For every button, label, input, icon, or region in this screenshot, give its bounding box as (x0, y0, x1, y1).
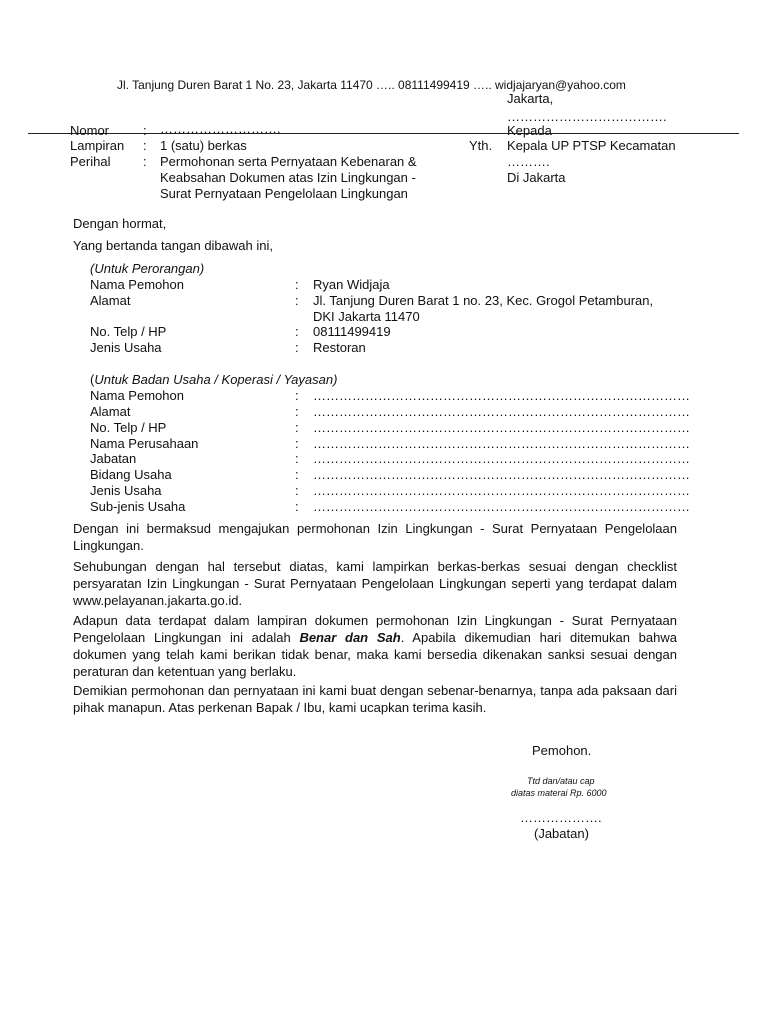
perorangan-title: (Untuk Perorangan) (90, 261, 205, 276)
field-separator: : (295, 404, 299, 419)
signature-note-line-2: diatas materai Rp. 6000 (511, 788, 607, 798)
field-separator: : (295, 277, 299, 292)
field-separator: : (295, 324, 299, 339)
perihal-separator: : (143, 154, 147, 169)
field-blank-dots: …………………………………………………………………………… (313, 451, 690, 466)
kepada-label: Kepada (507, 123, 552, 138)
nomor-value: ………………………. (160, 121, 281, 136)
field-label: Alamat (90, 404, 131, 419)
field-label: Alamat (90, 293, 131, 308)
field-value: 08111499419 (313, 324, 391, 339)
field-value: DKI Jakarta 11470 (313, 309, 420, 324)
recipient-line-2: ………. (507, 154, 550, 169)
field-blank-dots: …………………………………………………………………………… (313, 436, 690, 451)
validity-text-a: Adapun data terdapat dalam lampiran dokumen permohonan Izin Lingkungan - Surat Pernyataan Pengelolaan Lingkungan ini adalah (73, 613, 677, 645)
signature-note-line-1: Ttd dan/atau cap (527, 776, 595, 786)
field-separator: : (295, 340, 299, 355)
signature-dots: ………………. (520, 810, 602, 825)
nomor-label: Nomor (70, 123, 110, 138)
greeting: Dengan hormat, (73, 216, 167, 231)
badan-title-text: Untuk Badan Usaha / Koperasi / Yayasan) (94, 372, 338, 387)
field-separator: : (295, 467, 299, 482)
header-divider (28, 133, 739, 134)
validity-text-b: . Apabila dikemudian hari ditemukan bahwa dokumen yang telah kami berikan tidak benar, maka kami bersedia dikenakan sanksi sesuai dengan peraturan dan ketentuan yang berlaku. (73, 630, 677, 679)
lampiran-separator: : (143, 138, 147, 153)
intro-line: Yang bertanda tangan dibawah ini, (73, 238, 273, 253)
field-label: Jenis Usaha (90, 340, 162, 355)
badan-title-paren: ( (90, 372, 95, 387)
field-separator: : (295, 388, 299, 403)
field-label: No. Telp / HP (90, 420, 167, 435)
field-value: Jl. Tanjung Duren Barat 1 no. 23, Kec. Grogol Petamburan, (313, 293, 654, 308)
signature-pemohon: Pemohon. (532, 743, 592, 758)
field-separator: : (295, 436, 299, 451)
field-label: Sub-jenis Usaha (90, 499, 186, 514)
perihal-line-3: Surat Pernyataan Pengelolaan Lingkungan (160, 186, 408, 201)
field-blank-dots: …………………………………………………………………………… (313, 420, 690, 435)
field-blank-dots: …………………………………………………………………………… (313, 388, 690, 403)
field-separator: : (295, 293, 299, 308)
badan-usaha-title (90, 372, 337, 387)
recipient-line-1: Kepala UP PTSP Kecamatan (507, 138, 676, 153)
field-separator: : (295, 483, 299, 498)
perihal-line-1: Permohonan serta Pernyataan Kebenaran & (160, 154, 417, 169)
nomor-separator: : (143, 123, 147, 138)
paragraph-attachments: Sehubungan dengan hal tersebut diatas, kami lampirkan berkas-berkas sesuai dengan checklist persyaratan Izin Lingkungan - Surat Pernyataan Pengelolaan Lingkungan seperti yang terdapat dalam www.pelayanan.jakarta.go.id. (73, 559, 677, 608)
recipient-line-3: Di Jakarta (507, 170, 566, 185)
field-label: Nama Pemohon (90, 277, 184, 292)
field-label: Nama Pemohon (90, 388, 184, 403)
field-separator: : (295, 420, 299, 435)
field-label: Jabatan (90, 451, 137, 466)
lampiran-label: Lampiran (70, 138, 125, 153)
field-label: No. Telp / HP (90, 324, 167, 339)
city-date-dots: ………………………………. (507, 109, 667, 124)
lampiran-value: 1 (satu) berkas (160, 138, 247, 153)
field-label: Bidang Usaha (90, 467, 172, 482)
city-date-label: Jakarta, (507, 91, 554, 106)
validity-emphasis: Benar dan Sah (299, 630, 401, 645)
letterhead-contact-line: Jl. Tanjung Duren Barat 1 No. 23, Jakarta 11470 ….. 08111499419 ….. widjajaryan@yahoo.com (117, 78, 626, 92)
field-label: Nama Perusahaan (90, 436, 199, 451)
field-label: Jenis Usaha (90, 483, 162, 498)
signature-jabatan: (Jabatan) (534, 826, 589, 841)
paragraph-closing: Demikian permohonan dan pernyataan ini kami buat dengan sebenar-benarnya, tanpa ada paksaan dari pihak manapun. Atas perkenan Bapak / Ibu, kami ucapkan terima kasih. (73, 683, 677, 715)
field-value: Restoran (313, 340, 366, 355)
field-separator: : (295, 451, 299, 466)
field-blank-dots: …………………………………………………………………………… (313, 404, 690, 419)
perihal-label: Perihal (70, 154, 111, 169)
field-separator: : (295, 499, 299, 514)
field-value: Ryan Widjaja (313, 277, 390, 292)
field-blank-dots: …………………………………………………………………………… (313, 483, 690, 498)
yth-label: Yth. (469, 138, 493, 153)
field-blank-dots: …………………………………………………………………………… (313, 499, 690, 514)
paragraph-intent: Dengan ini bermaksud mengajukan permohonan Izin Lingkungan - Surat Pernyataan Pengelolaan Lingkungan. (73, 521, 677, 553)
paragraph-validity (73, 612, 677, 680)
perihal-line-2: Keabsahan Dokumen atas Izin Lingkungan - (160, 170, 416, 185)
field-blank-dots: …………………………………………………………………………… (313, 467, 690, 482)
